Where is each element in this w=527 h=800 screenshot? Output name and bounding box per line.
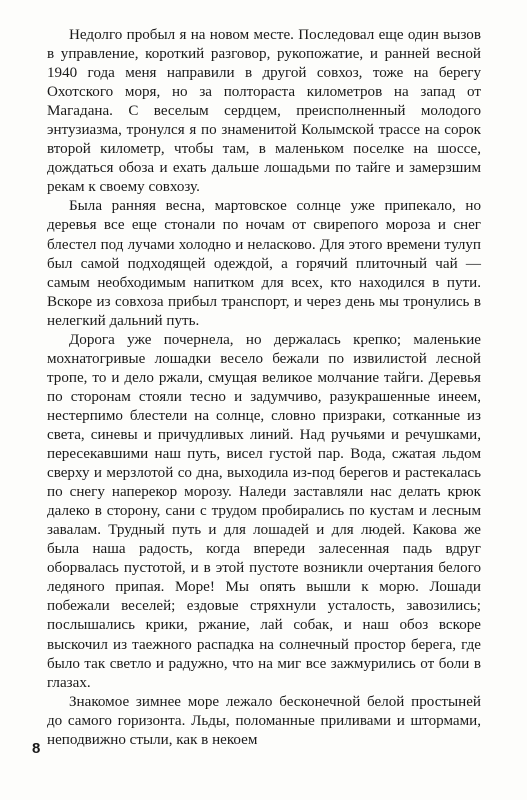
paragraph-2: Была ранняя весна, мартовское солнце уже припекало, но деревья все еще стонали по ночам от свирепого мороза и снег блестел под лучами холодно и неласково. Для этого времени тулуп был самой подходящей одеждой, а горячий плиточный чай — самым необходимым напитком для всех, кто находился в пути. Вскоре из совхоза прибыл транспорт, и через день мы тронулись в нелегкий дальний путь.	[47, 198, 481, 329]
paragraph-3: Дорога уже почернела, но держалась крепко; маленькие мохнатогривые лошадки весело бежали по извилистой лесной тропе, то и дело ржали, смущая великое молчание тайги. Деревья по сторонам стояли тесно и задумчиво, разукрашенные инеем, нестерпимо блестели на солнце, словно призраки, сотканные из света, синевы и причудливых линий. Над ручьями и речушками, пересекавшими наш путь, висел густой пар. Вода, сжатая льдом сверху и мерзлотой со дна, выходила из-под берегов и растекалась по снегу наперекор морозу. Наледи заставляли нас делать крюк далеко в сторону, сани с трудом пробирались по кустам и лесным завалам. Трудный путь и для лошадей и для людей. Какова же была наша радость, когда впереди залесенная падь вдруг оборвалась пустотой, и в этой пустоте возникли очертания белого ледяного припая. Море! Мы опять вышли к морю. Лошади побежали веселей; ездовые стряхнули усталость, завозились; послышались крики, ржание, лай собак, и наш обоз вскоре выскочил из таежного распадка на солнечный простор берега, где было так светло и радужно, что на миг все зажмурились от боли в глазах.	[47, 331, 481, 691]
paragraph-4: Знакомое зимнее море лежало бесконечной белой простыней до самого горизонта. Льды, поломанные приливами и штормами, неподвижно стыли, как в некоем	[47, 693, 481, 748]
body-text	[47, 26, 481, 750]
page-number: 8	[32, 740, 41, 757]
paragraph-1: Недолго пробыл я на новом месте. Последовал еще один вызов в управление, короткий разговор, рукопожатие, и ранней весной 1940 года меня направили в другой совхоз, тоже на берегу Охотского моря, но за полтораста километров на запад от Магадана. С веселым сердцем, преисполненный молодого энтузиазма, тронулся я по знаменитой Колымской трассе на сорок второй километр, чтобы там, в маленьком поселке на шоссе, дождаться обоза и ехать дальше лошадьми по тайге и замерзшим рекам к своему совхозу.	[47, 27, 481, 196]
